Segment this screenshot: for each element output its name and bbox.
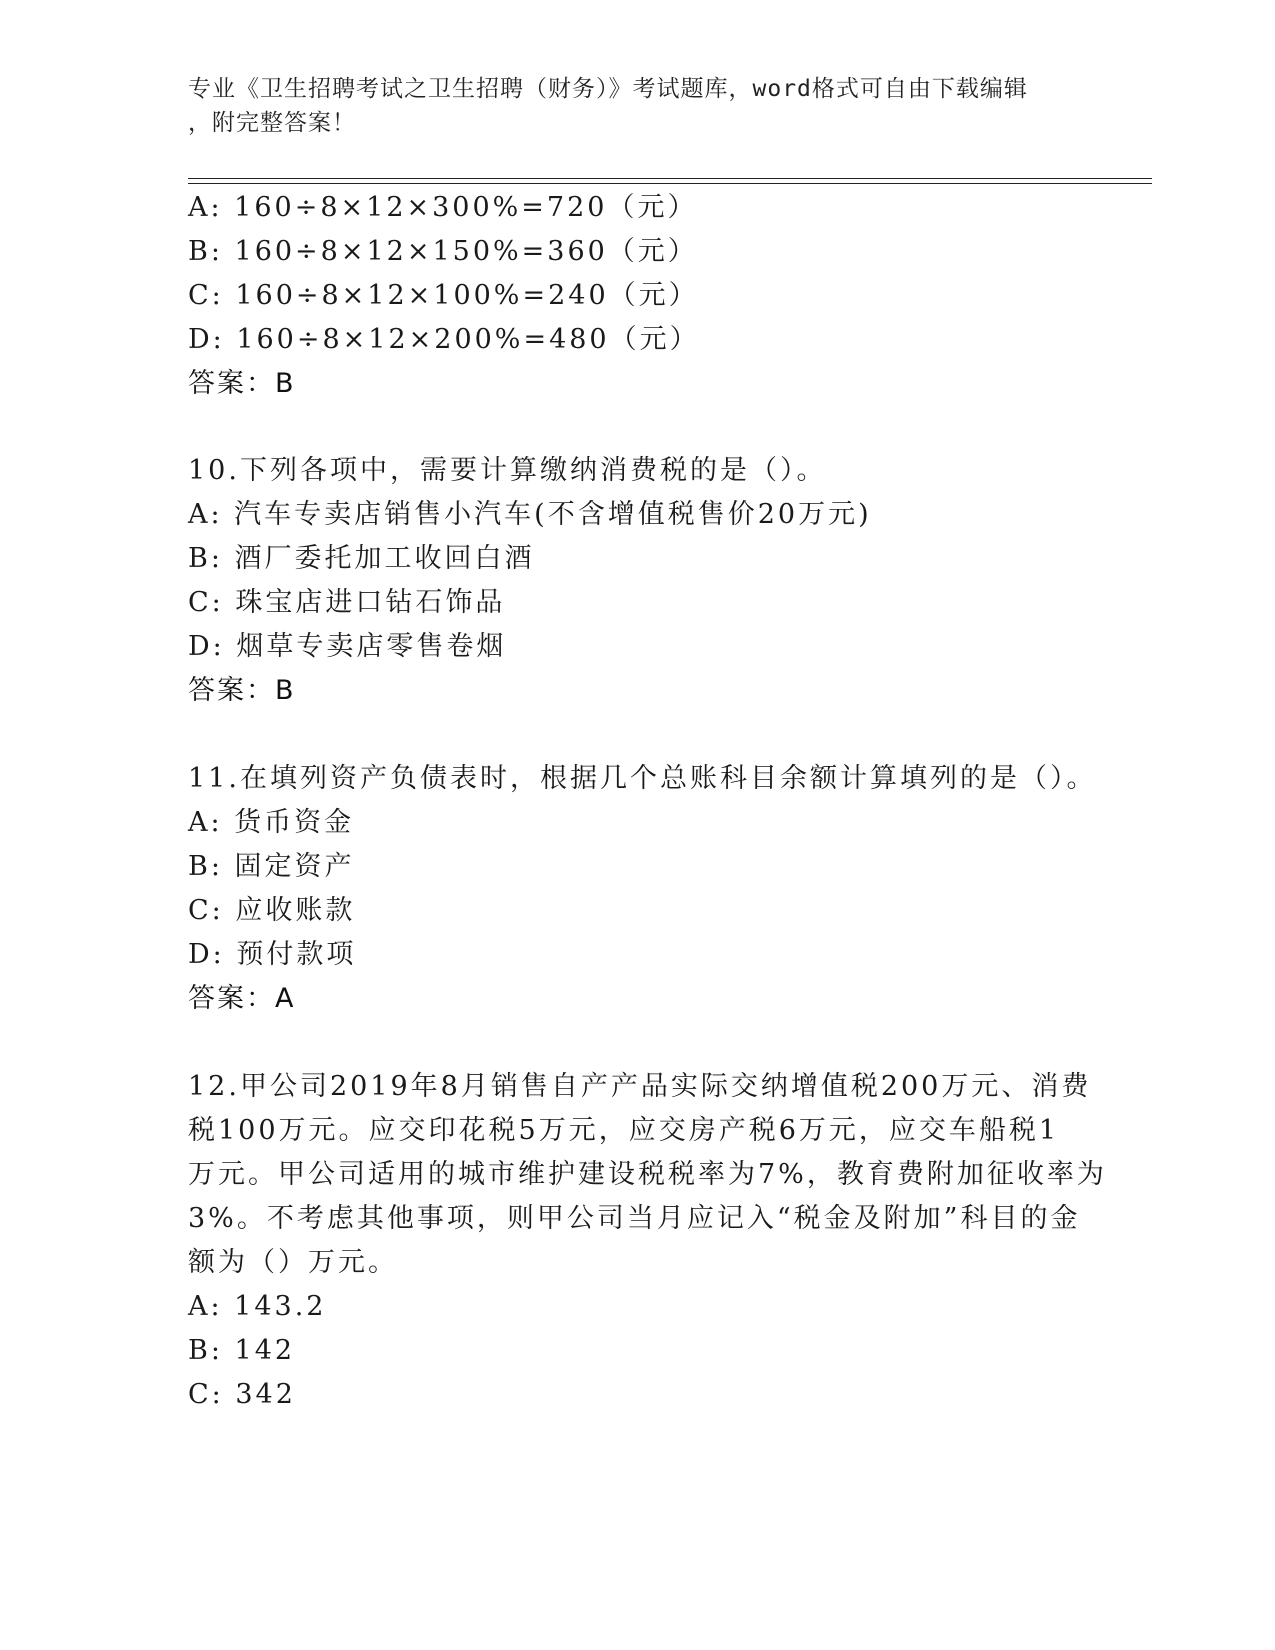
q12-stem-line-2: 税100万元。应交印花税5万元，应交房产税6万元，应交车船税1	[188, 1115, 1060, 1146]
q12-option-b: B: 142	[188, 1335, 296, 1366]
q9-answer: 答案：B	[188, 368, 296, 399]
q9-option-b: B: 160÷8×12×150%=360（元）	[188, 236, 698, 267]
q9-option-a: A: 160÷8×12×300%=720（元）	[188, 192, 698, 223]
q11-stem: 11.在填列资产负债表时，根据几个总账科目余额计算填列的是（）。	[188, 763, 1097, 794]
q10-option-d: D: 烟草专卖店零售卷烟	[188, 631, 507, 662]
q12-stem-line-4: 3%。不考虑其他事项，则甲公司当月应记入“税金及附加”科目的金	[188, 1203, 1081, 1234]
q11-option-a: A: 货币资金	[188, 807, 355, 838]
header-line-1: 专业《卫生招聘考试之卫生招聘（财务）》考试题库，word格式可自由下载编辑	[188, 76, 1028, 102]
q12-stem-line-3: 万元。甲公司适用的城市维护建设税税率为7%，教育费附加征收率为	[188, 1159, 1107, 1190]
q11-option-b: B: 固定资产	[188, 851, 355, 882]
header-line-2: ，附完整答案！	[188, 110, 356, 136]
q10-answer: 答案：B	[188, 675, 296, 706]
q10-option-b: B: 酒厂委托加工收回白酒	[188, 543, 535, 574]
q9-option-d: D: 160÷8×12×200%=480（元）	[188, 324, 700, 355]
q12-option-c: C: 342	[188, 1379, 296, 1410]
q12-stem-line-5: 额为（）万元。	[188, 1247, 398, 1278]
header-divider-bottom	[188, 183, 1152, 184]
header-divider-top	[188, 178, 1152, 179]
q12-stem-line-1: 12.甲公司2019年8月销售自产产品实际交纳增值税200万元、消费	[188, 1071, 1092, 1102]
q10-option-a: A: 汽车专卖店销售小汽车(不含增值税售价20万元)	[188, 499, 872, 530]
q10-option-c: C: 珠宝店进口钻石饰品	[188, 587, 506, 618]
q11-option-d: D: 预付款项	[188, 939, 357, 970]
q11-option-c: C: 应收账款	[188, 895, 356, 926]
q9-option-c: C: 160÷8×12×100%=240（元）	[188, 280, 699, 311]
q11-answer: 答案：A	[188, 983, 296, 1014]
q12-option-a: A: 143.2	[188, 1291, 327, 1322]
document-header	[188, 72, 1088, 140]
q10-stem: 10.下列各项中，需要计算缴纳消费税的是（）。	[188, 455, 827, 486]
